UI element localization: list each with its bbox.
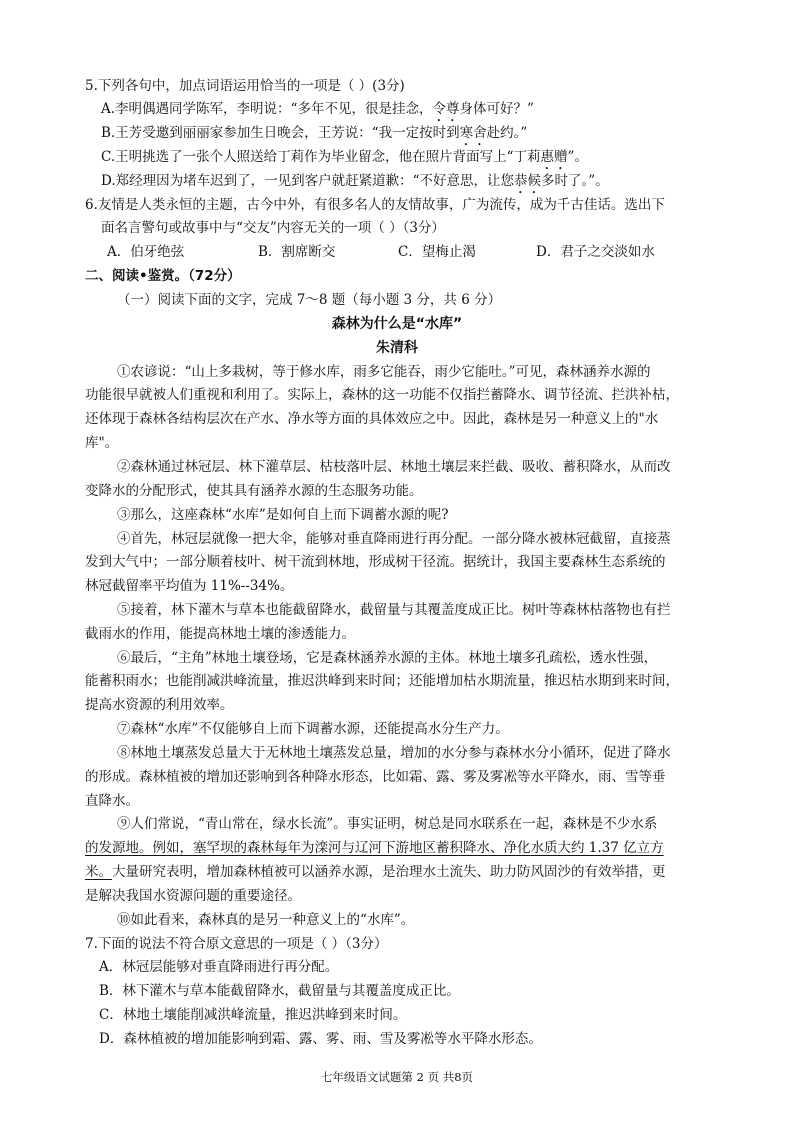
paragraph-7-line: ⑦森林“水库”不仅能够自上而下调蓄水源，还能提高水分生产力。	[117, 721, 509, 737]
q5-c-text-end: ”。	[567, 149, 588, 165]
q5-a-dotted-word: 令尊	[432, 101, 460, 117]
paragraph-3-line: ③那么，这座森林“水库”是如何自上而下调蓄水源的呢?	[117, 507, 449, 523]
paragraph-1-line: 功能很早就被人们重视和利用了。实际上，森林的这一功能不仅指拦蓄降水、调节径流、拦洪补枯，	[85, 387, 679, 403]
paragraph-1-line: ①农谚说：“山上多栽树，等于修水库，雨多它能吞，雨少它能吐。”可见，森林涵养水源的	[117, 364, 651, 380]
paragraph-9-line	[85, 863, 666, 881]
paragraph-10-line: ⑩如此看来，森林真的是另一种意义上的“水库”。	[117, 912, 415, 928]
article-author: 朱清科	[376, 340, 418, 356]
q5-d-text: D.郑经理因为堵车迟到了，一见到客户就赶紧道歉：“不好意思，让您	[101, 173, 515, 189]
q7-option-a: A．林冠层能够对垂直降雨进行再分配。	[99, 959, 339, 975]
q5-c-dotted-word: 惠赠	[540, 149, 568, 165]
q6-option-a: A．伯牙绝弦	[107, 244, 185, 260]
q5-option-a	[101, 100, 534, 125]
q5-option-b	[101, 124, 527, 149]
paragraph-8-line: 直降水。	[85, 793, 139, 809]
paragraph-4-line: 林冠截留率平均值为 11%--34%。	[85, 578, 294, 594]
paragraph-9-underlined-end: 米。	[85, 864, 112, 880]
q5-a-text-end: 身体可好？”	[459, 101, 534, 117]
paragraph-8-line: 的形成。森林植被的增加还影响到各种降水形态，比如霜、露、雾及雾凇等水平降水，雨、雪等垂	[85, 769, 666, 785]
paragraph-9-text: 大量研究表明，增加森林植被可以涵养水源，是治理水土流失、助力防风固沙的有效举措，更	[112, 864, 666, 880]
section-subheading: （一）阅读下面的文字，完成 7～8 题（每小题 3 分，共 6 分）	[117, 292, 502, 308]
q6-option-d: D．君子之交淡如水	[536, 244, 655, 260]
paragraph-5-line: ⑤接着，林下灌木与草本也能截留降水，截留量与其覆盖度成正比。树叶等森林枯落物也有拦	[117, 602, 671, 618]
article-title: 森林为什么是“水库”	[331, 316, 463, 332]
q6-option-b: B．割席断交	[258, 244, 336, 260]
paragraph-2-line: ②森林通过林冠层、林下灌草层、枯枝落叶层、林地土壤层来拦截、吸收、蓄积降水，从而改	[117, 459, 671, 475]
q5-c-text: C.王明挑选了一张个人照送给丁莉作为毕业留念，他在照片背面写上“丁莉	[101, 149, 541, 165]
q5-d-dotted-word: 恭候	[514, 173, 542, 189]
q5-option-c	[101, 148, 588, 173]
q5-b-text-end: 赴约。”	[486, 125, 528, 141]
q5-a-text: A.李明偶遇同学陈军，李明说：“多年不见，很是挂念，	[101, 101, 433, 117]
q7-stem: 7.下面的说法不符合原文意思的一项是（ ）（3分）	[85, 936, 388, 952]
paragraph-9-underlined-line: 的发源地。例如，塞罕坝的森林每年为滦河与辽河下游地区蓄积降水、净化水质大约 1.37 亿立方	[85, 840, 664, 856]
paragraph-8-line: ⑧林地土壤蒸发总量大于无林地土壤蒸发总量，增加的水分参与森林水分小循环，促进了降水	[117, 745, 671, 761]
section-heading: 二、阅读•鉴赏。（72分）	[85, 268, 241, 284]
paragraph-9-line: ⑨人们常说，“青山常在，绿水长流”。事实证明，树总是同水联系在一起，森林是不少水系	[117, 816, 658, 832]
q6-stem-line1: 6.友情是人类永恒的主题，古今中外，有很多名人的友情故事，广为流传，成为千古佳话。选出下	[85, 197, 665, 213]
q7-option-b: B．林下灌木与草本能截留降水，截留量与其覆盖度成正比。	[99, 983, 460, 999]
paragraph-6-line: ⑥最后，“主角”林地土壤登场，它是森林涵养水源的主体。林地土壤多孔疏松，透水性强，	[117, 650, 658, 666]
q5-d-text-end: 多时了。”。	[541, 173, 609, 189]
q5-stem: 5.下列各句中，加点词语运用恰当的一项是（ ）(3分)	[85, 78, 405, 94]
q6-option-c: C．望梅止渴	[398, 244, 476, 260]
q5-b-text: B.王芳受邀到丽丽家参加生日晚会，王芳说：“我一定按时到	[101, 125, 460, 141]
paragraph-4-line: 发到大气中；一部分顺着枝叶、树干流到林地，形成树干径流。据统计，我国主要森林生态系统的	[85, 554, 666, 570]
paragraph-2-line: 变降水的分配形式，使其具有涵养水源的生态服务功能。	[85, 483, 423, 499]
paragraph-9-line: 是解决我国水资源问题的重要途径。	[85, 888, 301, 904]
q7-option-d: D．森林植被的增加能影响到霜、露、雾、雨、雪及雾凇等水平降水形态。	[99, 1031, 542, 1047]
paragraph-4-line: ④首先，林冠层就像一把大伞，能够对垂直降雨进行再分配。一部分降水被林冠截留，直接蒸	[117, 531, 671, 547]
q5-option-d	[101, 172, 609, 197]
q6-stem-line2: 面名言警句或故事中与“交友”内容无关的一项（ ）（3分）	[101, 220, 445, 236]
paragraph-1-line: 库"。	[85, 435, 119, 451]
paragraph-1-line: 还体现于森林各结构层次在产水、净水等方面的具体效应之中。因此，森林是另一种意义上的"水	[85, 411, 659, 427]
paragraph-5-line: 截雨水的作用，能提高林地土壤的渗透能力。	[85, 626, 355, 642]
q5-b-dotted-word: 寒舍	[459, 125, 487, 141]
q7-option-c: C．林地土壤能削减洪峰流量，推迟洪峰到来时间。	[99, 1007, 407, 1023]
paragraph-6-line: 提高水资源的利用效率。	[85, 697, 234, 713]
page-footer: 七年级语文试题第 2 页 共8页	[320, 1070, 474, 1084]
paragraph-6-line: 能蓄积雨水；也能削减洪峰流量，推迟洪峰到来时间；还能增加枯水期流量，推迟枯水期到来时间，	[85, 673, 679, 689]
